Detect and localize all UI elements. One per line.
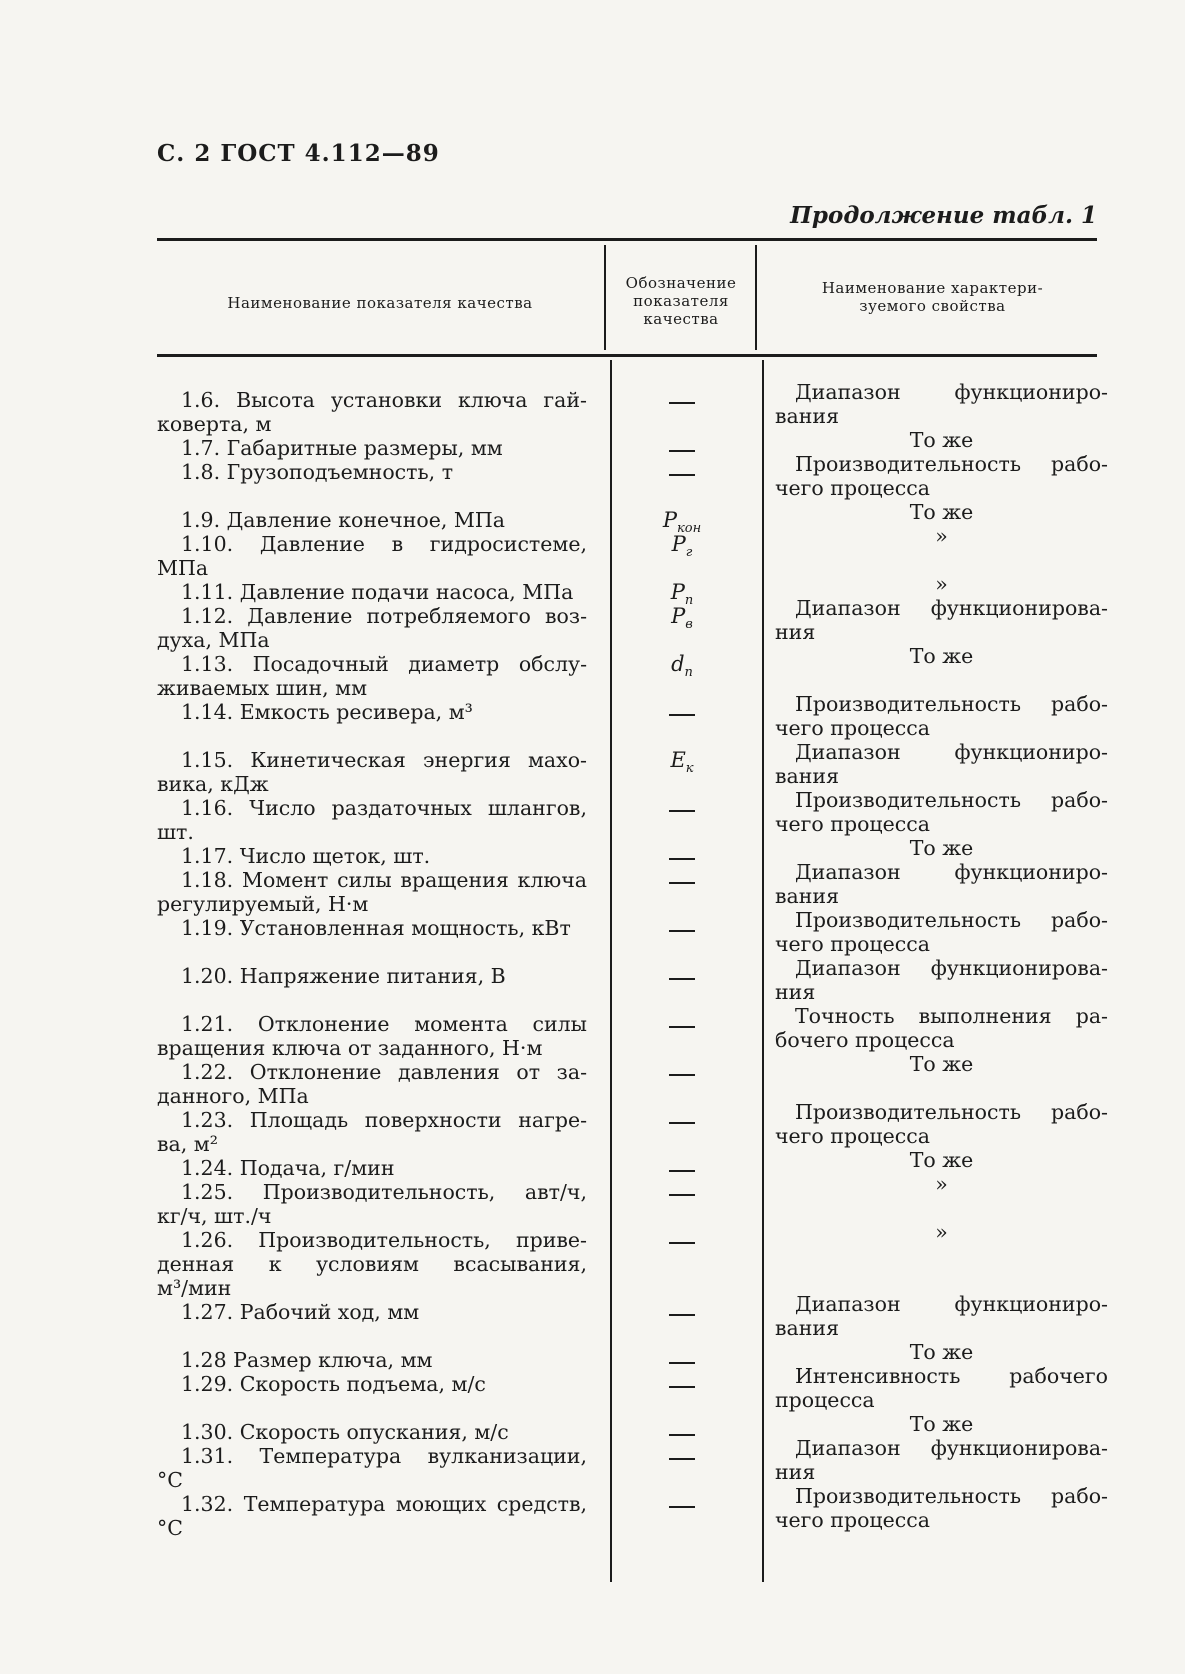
table-row-name <box>157 652 587 700</box>
table-row-symbol <box>612 796 752 844</box>
row-name-line: °С <box>157 1516 183 1540</box>
row-name-text: Число щеток, шт. <box>239 844 431 868</box>
row-name-text: Температура вулканизации, <box>259 1444 587 1468</box>
property-line: Точность выполнения ра- <box>795 1004 1108 1028</box>
row-name-line <box>157 532 587 556</box>
table-row-name <box>157 1492 587 1540</box>
row-number: 1.21. <box>181 1012 258 1036</box>
table-row-name <box>157 1060 587 1108</box>
table-row-property <box>775 1364 1108 1412</box>
row-name-text: Грузоподъемность, т <box>226 460 454 484</box>
row-name-line <box>157 604 587 628</box>
table-row-symbol <box>612 1228 752 1300</box>
symbol-base: P <box>671 532 686 556</box>
dash-mark <box>669 1314 695 1316</box>
table-continuation-label: Продолжение табл. 1 <box>790 202 1097 229</box>
row-name-line <box>157 844 587 868</box>
table-row-symbol <box>612 508 752 537</box>
row-name-line <box>157 1108 587 1132</box>
table-row-name <box>157 1228 587 1300</box>
property-line: Диапазон функциониро- <box>795 380 1108 404</box>
table-row-property <box>775 1172 1108 1220</box>
row-name-text: Производительность, приве- <box>258 1228 587 1252</box>
table-row-name <box>157 1444 587 1492</box>
property-line: Производительность рабо- <box>795 788 1108 812</box>
symbol-base: P <box>670 580 685 604</box>
symbol-subscript: к <box>685 761 694 777</box>
dash-mark <box>669 1170 695 1172</box>
row-name-text: Отклонение давления от за- <box>249 1060 587 1084</box>
row-name-line: °С <box>157 1468 183 1492</box>
table-row-name <box>157 700 587 748</box>
symbol-base: d <box>671 652 685 676</box>
table-row-property <box>775 524 1108 572</box>
property-line: чего процесса <box>775 476 930 500</box>
column-header-symbol-line: качества <box>643 310 719 328</box>
row-number: 1.20. <box>181 964 240 988</box>
row-name-line <box>157 1060 587 1084</box>
table-row-symbol <box>612 580 752 609</box>
row-name-text: Площадь поверхности нагре- <box>249 1108 588 1132</box>
row-number: 1.23. <box>181 1108 250 1132</box>
table-row-symbol <box>612 1348 752 1372</box>
property-line: То же <box>909 1340 974 1364</box>
table-row-name <box>157 1300 587 1348</box>
dash-mark <box>669 882 695 884</box>
column-header-symbol-line: Обозначение <box>625 274 737 292</box>
row-name-line: шт. <box>157 820 194 844</box>
table-row-name <box>157 1420 587 1444</box>
row-name-text: Размер ключа, мм <box>233 1348 433 1372</box>
row-number: 1.7. <box>181 436 227 460</box>
dash-mark <box>669 714 695 716</box>
row-name-text: Отклонение момента силы <box>257 1012 587 1036</box>
row-name-line: живаемых шин, мм <box>157 676 368 700</box>
table-row-name <box>157 1348 587 1372</box>
row-name-line <box>157 1156 587 1180</box>
symbol-base: P <box>662 508 677 532</box>
row-number: 1.16. <box>181 796 250 820</box>
column-header-property <box>770 279 1095 315</box>
row-name-text: Напряжение питания, В <box>239 964 506 988</box>
row-name-text: Число раздаточных шлангов, <box>249 796 587 820</box>
property-line: » <box>935 572 948 596</box>
property-line: То же <box>909 644 974 668</box>
table-row-symbol <box>612 460 752 508</box>
row-name-line <box>157 1444 587 1468</box>
column-header-property-line: Наименование характери- <box>821 279 1044 297</box>
table-row-name <box>157 604 587 652</box>
dash-mark <box>669 1458 695 1460</box>
table-row-property <box>775 1220 1108 1292</box>
row-name-line <box>157 436 587 460</box>
symbol-base: P <box>671 604 686 628</box>
property-line: ния <box>775 620 816 644</box>
row-name-text: Кинетическая энергия махо- <box>250 748 587 772</box>
row-name-line: м³/мин <box>157 1276 232 1300</box>
table-row-symbol <box>612 1444 752 1492</box>
property-line: То же <box>909 836 974 860</box>
property-line: чего процесса <box>775 812 930 836</box>
row-name-text: Посадочный диаметр обслу- <box>252 652 587 676</box>
row-name-line <box>157 916 587 940</box>
table-row-name <box>157 1372 587 1420</box>
table-row-name <box>157 1012 587 1060</box>
row-name-line <box>157 1228 587 1252</box>
table-row-property <box>775 860 1108 908</box>
table-row-property <box>775 908 1108 956</box>
table-row-symbol <box>612 748 752 796</box>
table-row-name <box>157 844 587 868</box>
property-line: вания <box>775 1316 840 1340</box>
symbol-subscript: г <box>685 545 693 561</box>
row-name-line <box>157 508 587 532</box>
table-top-rule <box>157 238 1097 241</box>
property-line: чего процесса <box>775 1124 930 1148</box>
indicator-name-column <box>157 388 587 1540</box>
symbol-subscript: п <box>684 593 694 609</box>
row-name-line <box>157 1492 587 1516</box>
row-name-text: Температура моющих средств, <box>243 1492 588 1516</box>
property-line: Интенсивность рабочего <box>795 1364 1108 1388</box>
table-row-property <box>775 1292 1108 1340</box>
table-row-symbol <box>612 652 752 700</box>
indicator-symbol-column <box>612 388 752 1540</box>
table-row-name <box>157 580 587 604</box>
table-row-property <box>775 1004 1108 1052</box>
row-name-line <box>157 748 587 772</box>
table-row-property <box>775 596 1108 644</box>
column-header-symbol <box>608 274 754 328</box>
property-line: Производительность рабо- <box>795 692 1108 716</box>
table-row-property <box>775 572 1108 596</box>
column-header-name <box>160 294 600 312</box>
property-line: Производительность рабо- <box>795 1484 1108 1508</box>
row-name-line: вика, кДж <box>157 772 269 796</box>
dash-mark <box>669 1074 695 1076</box>
row-number: 1.22. <box>181 1060 250 1084</box>
table-row-property <box>775 452 1108 500</box>
table-row-symbol <box>612 436 752 460</box>
symbol-base: E <box>670 748 686 772</box>
row-name-line <box>157 1012 587 1036</box>
row-number: 1.18. <box>181 868 242 892</box>
row-name-text: Давление потребляемого воз- <box>247 604 587 628</box>
table-row-symbol <box>612 1156 752 1180</box>
property-line: Диапазон функциониро- <box>795 740 1108 764</box>
row-number: 1.25. <box>181 1180 263 1204</box>
table-row-symbol <box>612 604 752 652</box>
property-line: ния <box>775 1460 816 1484</box>
table-row-property <box>775 1484 1108 1532</box>
table-row-property <box>775 1148 1108 1172</box>
property-line: Диапазон функционирова- <box>795 956 1108 980</box>
property-line: вания <box>775 404 840 428</box>
table-row-property <box>775 740 1108 788</box>
row-name-text: Высота установки ключа гай- <box>236 388 587 412</box>
table-row-name <box>157 964 587 1012</box>
row-number: 1.15. <box>181 748 251 772</box>
table-header-rule <box>157 354 1097 357</box>
table-row-name <box>157 916 587 964</box>
row-name-line <box>157 1300 587 1324</box>
dash-mark <box>669 1434 695 1436</box>
property-line: Диапазон функциониро- <box>795 1292 1108 1316</box>
table-row-name <box>157 1108 587 1156</box>
property-line: Диапазон функционирова- <box>795 1436 1108 1460</box>
row-name-line: регулируемый, Н·м <box>157 892 369 916</box>
table-row-property <box>775 1052 1108 1100</box>
table-row-symbol <box>612 1372 752 1420</box>
dash-mark <box>669 1122 695 1124</box>
dash-mark <box>669 402 695 404</box>
row-number: 1.10. <box>181 532 260 556</box>
row-name-text: Скорость опускания, м/с <box>239 1420 509 1444</box>
table-row-symbol <box>612 532 752 580</box>
symbol-subscript: в <box>685 617 693 633</box>
dash-mark <box>669 1362 695 1364</box>
table-row-name <box>157 508 587 532</box>
table-row-name <box>157 1180 587 1228</box>
table-row-property <box>775 836 1108 860</box>
row-name-line: духа, МПа <box>157 628 270 652</box>
row-name-text: Подача, г/мин <box>239 1156 395 1180</box>
row-number: 1.29. <box>181 1372 240 1396</box>
row-number: 1.27. <box>181 1300 240 1324</box>
table-row-symbol <box>612 1300 752 1348</box>
property-line: » <box>935 524 948 548</box>
row-number: 1.8. <box>181 460 227 484</box>
row-name-text: Емкость ресивера, м³ <box>239 700 473 724</box>
row-name-line <box>157 1372 587 1396</box>
property-line: » <box>935 1220 948 1244</box>
table-row-symbol <box>612 964 752 1012</box>
dash-mark <box>669 978 695 980</box>
row-name-line: кг/ч, шт./ч <box>157 1204 272 1228</box>
row-name-line <box>157 388 587 412</box>
property-line: Диапазон функциониро- <box>795 860 1108 884</box>
property-line: процесса <box>775 1388 875 1412</box>
symbol-subscript: п <box>684 665 693 681</box>
row-number: 1.31. <box>181 1444 260 1468</box>
row-name-line <box>157 652 587 676</box>
property-line: То же <box>909 500 974 524</box>
property-line: То же <box>909 1412 974 1436</box>
table-row-property <box>775 500 1108 524</box>
table-row-name <box>157 436 587 460</box>
property-line: Диапазон функционирова- <box>795 596 1108 620</box>
dash-mark <box>669 1194 695 1196</box>
table-row-property <box>775 1436 1108 1484</box>
row-name-line <box>157 1420 587 1444</box>
row-name-line: коверта, м <box>157 412 272 436</box>
property-line: Производительность рабо- <box>795 452 1108 476</box>
table-row-name <box>157 1156 587 1180</box>
dash-mark <box>669 1506 695 1508</box>
property-line: То же <box>909 1148 974 1172</box>
property-line: Производительность рабо- <box>795 908 1108 932</box>
table-row-symbol <box>612 700 752 748</box>
row-number: 1.9. <box>181 508 227 532</box>
row-number: 1.24. <box>181 1156 240 1180</box>
table-row-property <box>775 692 1108 740</box>
row-number: 1.13. <box>181 652 253 676</box>
table-row-symbol <box>612 388 752 436</box>
property-line: вания <box>775 764 840 788</box>
property-line: ния <box>775 980 816 1004</box>
table-row-symbol <box>612 844 752 868</box>
row-number: 1.26. <box>181 1228 259 1252</box>
table-row-name <box>157 796 587 844</box>
row-name-text: Производительность, авт/ч, <box>262 1180 587 1204</box>
table-row-property <box>775 1100 1108 1148</box>
row-number: 1.19. <box>181 916 240 940</box>
column-divider-1 <box>604 245 606 350</box>
column-header-symbol-line: показателя <box>633 292 729 310</box>
property-line: Производительность рабо- <box>795 1100 1108 1124</box>
row-name-line: МПа <box>157 556 209 580</box>
table-row-name <box>157 748 587 796</box>
row-number: 1.17. <box>181 844 240 868</box>
column-divider-2-body <box>762 360 764 1582</box>
property-line: » <box>935 1172 948 1196</box>
column-header-property-line: зуемого свойства <box>859 297 1006 315</box>
table-row-symbol <box>612 1012 752 1060</box>
row-name-text: Установленная мощность, кВт <box>239 916 571 940</box>
row-number: 1.6. <box>181 388 237 412</box>
row-name-line <box>157 964 587 988</box>
row-number: 1.11. <box>181 580 240 604</box>
row-name-line: ва, м² <box>157 1132 218 1156</box>
row-name-text: Давление подачи насоса, МПа <box>239 580 574 604</box>
dash-mark <box>669 1242 695 1244</box>
property-line: чего процесса <box>775 716 930 740</box>
table-row-symbol <box>612 1492 752 1540</box>
table-row-name <box>157 532 587 580</box>
column-divider-2 <box>755 245 757 350</box>
table-row-property <box>775 428 1108 452</box>
characterized-property-column <box>775 380 1108 1532</box>
table-row-name <box>157 868 587 916</box>
dash-mark <box>669 450 695 452</box>
table-row-name <box>157 388 587 436</box>
row-name-text: Давление конечное, МПа <box>226 508 505 532</box>
table-row-symbol <box>612 1420 752 1444</box>
row-name-line <box>157 868 587 892</box>
property-line: бочего процесса <box>775 1028 955 1052</box>
dash-mark <box>669 1026 695 1028</box>
row-name-text: Момент силы вращения ключа <box>241 868 587 892</box>
row-name-text: Рабочий ход, мм <box>239 1300 420 1324</box>
table-row-symbol <box>612 1108 752 1156</box>
page-header: С. 2 ГОСТ 4.112—89 <box>157 140 440 167</box>
row-name-line <box>157 1180 587 1204</box>
table-row-property <box>775 956 1108 1004</box>
row-number: 1.14. <box>181 700 240 724</box>
row-name-line <box>157 796 587 820</box>
dash-mark <box>669 474 695 476</box>
row-name-line <box>157 700 587 724</box>
property-line: То же <box>909 428 974 452</box>
row-number: 1.30. <box>181 1420 240 1444</box>
table-row-symbol <box>612 868 752 916</box>
property-line: чего процесса <box>775 1508 930 1532</box>
row-name-text: Габаритные размеры, мм <box>226 436 503 460</box>
row-number: 1.32. <box>181 1492 244 1516</box>
row-name-line: денная к условиям всасывания, <box>157 1252 587 1276</box>
symbol-subscript: кон <box>676 521 702 537</box>
row-name-line <box>157 1348 587 1372</box>
row-name-line: вращения ключа от заданного, Н·м <box>157 1036 543 1060</box>
table-row-property <box>775 788 1108 836</box>
row-number: 1.28 <box>181 1348 234 1372</box>
row-name-line: данного, МПа <box>157 1084 309 1108</box>
row-name-line <box>157 580 587 604</box>
dash-mark <box>669 810 695 812</box>
table-row-symbol <box>612 916 752 964</box>
dash-mark <box>669 1386 695 1388</box>
row-name-line <box>157 460 587 484</box>
table-row-name <box>157 460 587 508</box>
property-line: То же <box>909 1052 974 1076</box>
table-row-property <box>775 380 1108 428</box>
row-name-text: Давление в гидросистеме, <box>259 532 587 556</box>
column-header-name-text: Наименование показателя качества <box>227 294 533 312</box>
property-line: чего процесса <box>775 932 930 956</box>
table-row-symbol <box>612 1180 752 1228</box>
dash-mark <box>669 930 695 932</box>
table-row-property <box>775 1340 1108 1364</box>
row-name-text: Скорость подъема, м/с <box>239 1372 486 1396</box>
dash-mark <box>669 858 695 860</box>
row-number: 1.12. <box>181 604 248 628</box>
property-line: вания <box>775 884 840 908</box>
table-row-property <box>775 644 1108 692</box>
table-row-symbol <box>612 1060 752 1108</box>
table-row-property <box>775 1412 1108 1436</box>
